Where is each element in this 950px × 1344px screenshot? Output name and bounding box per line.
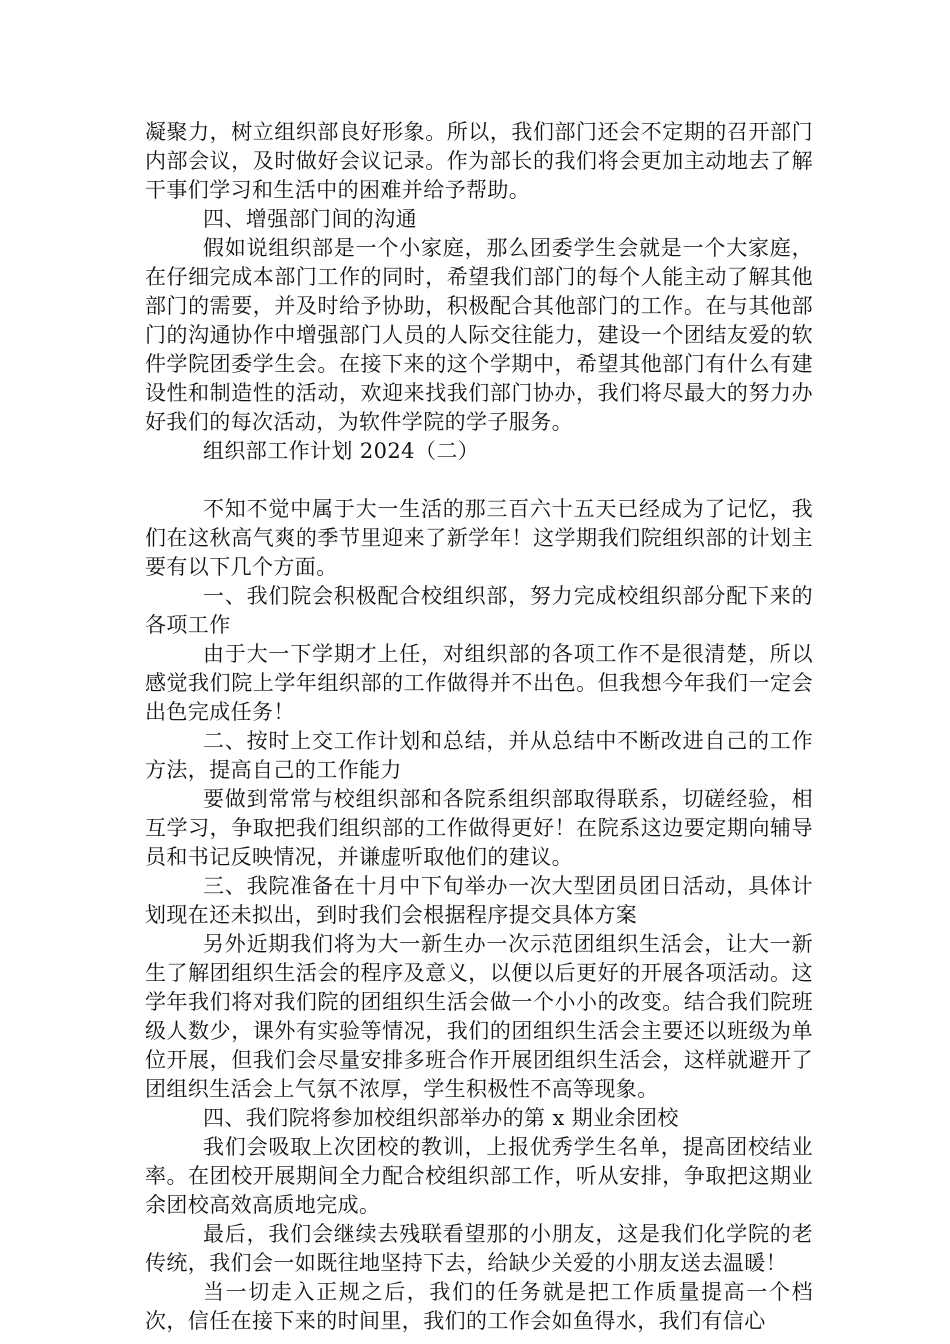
paragraph-continuation: 凝聚力，树立组织部良好形象。所以，我们部门还会不定期的召开部门内部会议，及时做好会议记录。作为部长的我们将会更加主动地去了解干事们学习和生活中的困难并给予帮助。 bbox=[145, 120, 813, 202]
document-body bbox=[145, 118, 813, 1336]
section-heading: 三、我院准备在十月中下旬举办一次大型团员团日活动，具体计划现在还未拟出，到时我们会根据程序提交具体方案 bbox=[145, 874, 813, 927]
paragraph: 由于大一下学期才上任，对组织部的各项工作不是很清楚，所以感觉我们院上学年组织部的工作做得并不出色。但我想今年我们一定会出色完成任务！ bbox=[145, 642, 813, 724]
section-heading: 四、增强部门间的沟通 bbox=[203, 207, 417, 231]
paragraph: 不知不觉中属于大一生活的那三百六十五天已经成为了记忆，我们在这秋高气爽的季节里迎来了新学年！这学期我们院组织部的计划主要有以下几个方面。 bbox=[145, 497, 813, 579]
paragraph: 另外近期我们将为大一新生办一次示范团组织生活会，让大一新生了解团组织生活会的程序及意义，以便以后更好的开展各项活动。这学年我们将对我们院的团组织生活会做一个小小的改变。结合我们院班级人数少，课外有实验等情况，我们的团组织生活会主要还以班级为单位开展，但我们会尽量安排多班合作开展团组织生活会，这样就避开了团组织生活会上气氛不浓厚，学生积极性不高等现象。 bbox=[145, 932, 813, 1101]
section-heading: 二、按时上交工作计划和总结，并从总结中不断改进自己的工作方法，提高自己的工作能力 bbox=[145, 729, 813, 782]
section-heading: 一、我们院会积极配合校组织部，努力完成校组织部分配下来的各项工作 bbox=[145, 584, 813, 637]
blank-line bbox=[145, 466, 813, 495]
paragraph: 假如说组织部是一个小家庭，那么团委学生会就是一个大家庭，在仔细完成本部门工作的同时，希望我们部门的每个人能主动了解其他部门的需要，并及时给予协助，积极配合其他部门的工作。在与其他部门的沟通协作中增强部门人员的人际交往能力，建设一个团结友爱的软件学院团委学生会。在接下来的这个学期中，希望其他部门有什么有建设性和制造性的活动，欢迎来找我们部门协办，我们将尽最大的努力办好我们的每次活动，为软件学院的学子服务。 bbox=[145, 236, 813, 434]
document-title: 组织部工作计划 2024（二） bbox=[203, 439, 480, 463]
section-heading: 四、我们院将参加校组织部举办的第 x 期业余团校 bbox=[203, 1106, 679, 1130]
paragraph: 当一切走入正规之后，我们的任务就是把工作质量提高一个档次，信任在接下来的时间里，我们的工作会如鱼得水，我们有信心 bbox=[145, 1280, 813, 1333]
paragraph: 要做到常常与校组织部和各院系组织部取得联系，切磋经验，相互学习，争取把我们组织部的工作做得更好！在院系这边要定期向辅导员和书记反映情况，并谦虚听取他们的建议。 bbox=[145, 787, 813, 869]
paragraph: 最后，我们会继续去残联看望那的小朋友，这是我们化学院的老传统，我们会一如既往地坚持下去，给缺少关爱的小朋友送去温暖！ bbox=[145, 1222, 813, 1275]
paragraph: 我们会吸取上次团校的教训，上报优秀学生名单，提高团校结业率。在团校开展期间全力配合校组织部工作，听从安排，争取把这期业余团校高效高质地完成。 bbox=[145, 1135, 813, 1217]
